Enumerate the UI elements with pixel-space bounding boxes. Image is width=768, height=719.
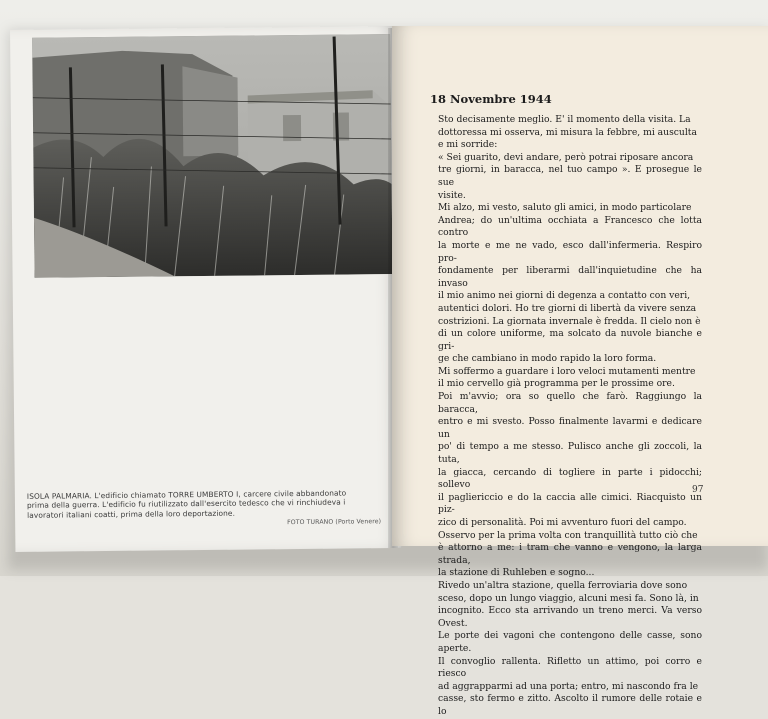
caption-line: prima della guerra. L'edificio fu riutilizzato dall'esercito tedesco che vi rinchiudeva i — [26, 497, 346, 511]
text-line: di un colore uniforme, ma solcato da nuvole bianche e gri- — [438, 328, 702, 352]
text-line: il mio animo nei giorni di degenza a contatto con veri, — [438, 290, 691, 302]
text-line: casse, sto fermo e zitto. Ascolto il rumore delle rotaie e lo — [438, 693, 702, 717]
date-heading: 18 Novembre 1944 — [430, 92, 552, 106]
text-line: Sto decisamente meglio. E' il momento della visita. La — [438, 114, 691, 125]
photograph — [32, 34, 392, 278]
text-line: ad aggrapparmi ad una porta; entro, mi nascondo fra le — [438, 680, 699, 692]
text-line: Poi m'avvio; ora so quello che farò. Raggiungo la baracca, — [438, 391, 702, 415]
text-line: po' di tempo a me stesso. Pulisco anche gli zoccoli, la tuta, — [438, 441, 702, 466]
text-line: Il convoglio rallenta. Rifletto un attimo, poi corro e riesco — [438, 655, 702, 680]
text-line: incognito. Ecco sta arrivando un treno merci. Va verso Ovest. — [438, 605, 702, 629]
text-line: il mio cervello già programma per le prossime ore. — [438, 378, 675, 390]
text-line: Andrea; do un'ultima occhiata a Francesco che lotta contro — [438, 214, 702, 239]
text-line: visite. — [438, 189, 466, 201]
text-line: autentici dolori. Ho tre giorni di libertà da vivere senza — [438, 302, 697, 314]
text-line: sceso, dopo un lungo viaggio, alcuni mesi fa. Sono là, in — [438, 592, 699, 604]
text-line: Mi soffermo a guardare i loro veloci mutamenti mentre — [438, 365, 696, 377]
text-line: Rivedo un'altra stazione, quella ferroviaria dove sono — [438, 579, 688, 591]
left-page — [10, 26, 401, 552]
text-line: Le porte dei vagoni che contengono delle casse, sono aperte. — [438, 630, 702, 654]
caption-line: ISOLA PALMARIA. L'edificio chiamato TORRE UMBERTO I, carcere civile abbandonato — [26, 488, 347, 501]
right-page — [392, 26, 768, 717]
text-line: entro e mi svesto. Posso finalmente lavarmi e dedicare un — [438, 416, 702, 440]
text-line: fondamente per liberarmi dall'inquietudine che ha invaso — [438, 265, 702, 289]
text-line: è attorno a me: i tram che vanno e vengono, la larga strada, — [438, 542, 702, 566]
text-line: Mi alzo, mi vesto, saluto gli amici, in modo particolare — [438, 202, 692, 214]
caption-line: lavoratori italiani coatti, prima della loro deportazione. — [27, 508, 236, 520]
text-line: Osservo per la prima volta con tranquillità tutto ciò che — [438, 529, 698, 541]
text-line: ge che cambiano in modo rapido la loro forma. — [438, 353, 657, 365]
text-line: costrizioni. La giornata invernale è fredda. Il cielo non è — [438, 315, 701, 327]
page-number: 97 — [692, 485, 704, 495]
text-line: zico di personalità. Poi mi avventuro fuori del campo. — [438, 517, 687, 528]
text-line: tre giorni, in baracca, nel tuo campo ». E prosegue le sue — [438, 164, 702, 188]
text-line: la stazione di Ruhleben e sogno... — [438, 567, 595, 579]
text-line: e mi sorride: — [438, 139, 498, 151]
text-line: la morte e me ne vado, esco dall'infermeria. Respiro pro- — [438, 239, 702, 264]
text-line: la giacca, cercando di togliere in parte i pidocchi; sollevo — [438, 466, 702, 491]
text-line: « Sei guarito, devi andare, però potrai riposare ancora — [438, 151, 694, 163]
photo-caption — [26, 488, 387, 527]
text-line: il pagliericcio e do la caccia alle cimici. Riacquisto un piz- — [438, 491, 702, 516]
body-text — [438, 114, 702, 719]
photo-credit: FOTO TURANO (Porto Venere) — [287, 518, 382, 527]
photo-illustration — [32, 34, 392, 278]
text-line: dottoressa mi osserva, mi misura la febbre, mi ausculta — [438, 126, 697, 138]
text-block — [430, 92, 702, 719]
